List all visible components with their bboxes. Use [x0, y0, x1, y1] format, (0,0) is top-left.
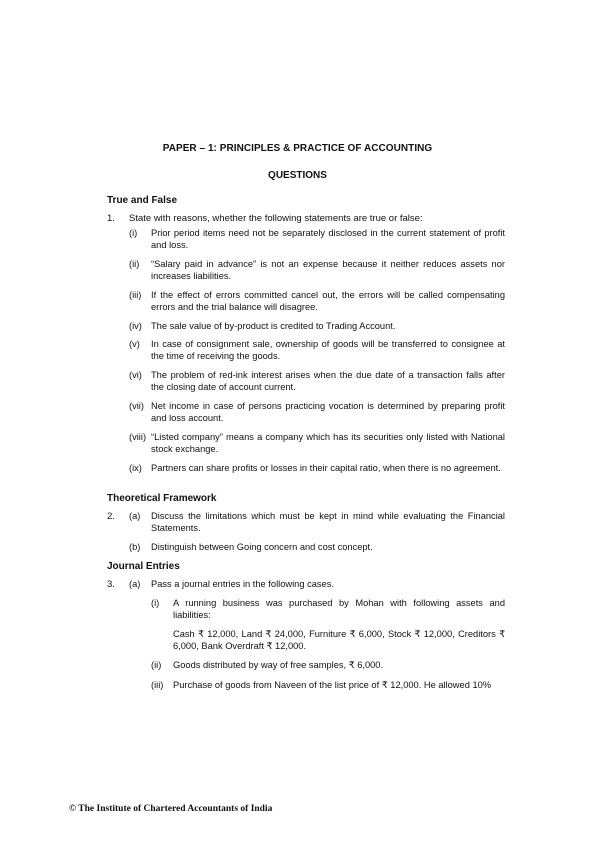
- question-number-2: 2.: [107, 511, 115, 522]
- item-text: Net income in case of persons practicing vocation is determined by preparing profit and loss account.: [151, 401, 505, 423]
- item-number: (ii): [151, 660, 162, 670]
- item-text: “Salary paid in advance” is not an expense because it neither reduces assets nor increases liabilities.: [151, 259, 505, 281]
- item-number: (vii): [129, 401, 144, 411]
- item-number: (ix): [129, 463, 142, 473]
- item-text: Prior period items need not be separately disclosed in the current statement of profit and loss.: [151, 228, 505, 250]
- item-number: (iii): [151, 680, 164, 690]
- questions-heading: QUESTIONS: [268, 170, 327, 181]
- item-number: (vi): [129, 370, 142, 380]
- question-number-1: 1.: [107, 213, 115, 224]
- item-text: Distinguish between Going concern and cost concept.: [151, 542, 373, 552]
- question-number-3: 3.: [107, 579, 115, 590]
- item-number: (iii): [129, 290, 142, 300]
- item-text: A running business was purchased by Mohan with following assets and liabilities:: [173, 598, 505, 620]
- item-text: Partners can share profits or losses in their capital ratio, when there is no agreement.: [151, 463, 501, 473]
- question-1-text: State with reasons, whether the following statements are true or false:: [129, 213, 423, 224]
- item-text: The sale value of by-product is credited to Trading Account.: [151, 321, 396, 331]
- item-number: (b): [129, 542, 141, 552]
- item-text: Purchase of goods from Naveen of the list price of ₹ 12,000. He allowed 10%: [173, 680, 492, 690]
- section-heading-journal-entries: Journal Entries: [107, 561, 180, 572]
- item-number: (a): [129, 579, 141, 589]
- item-text: Discuss the limitations which must be kept in mind while evaluating the Financial Statements.: [151, 511, 505, 533]
- copyright-footer: © The Institute of Chartered Accountants of India: [69, 804, 273, 814]
- item-number: (a): [129, 511, 141, 521]
- item-text: In case of consignment sale, ownership of goods will be transferred to consignee at the time of receiving the goods.: [151, 339, 505, 361]
- section-heading-true-false: True and False: [107, 195, 178, 206]
- item-text: Goods distributed by way of free samples, ₹ 6,000.: [173, 660, 384, 670]
- item-number: (i): [151, 598, 160, 608]
- item-number: (v): [129, 339, 140, 349]
- section-heading-theoretical-framework: Theoretical Framework: [107, 493, 217, 504]
- assets-liabilities-line: Cash ₹ 12,000, Land ₹ 24,000, Furniture ₹ 6,000, Stock ₹ 12,000, Creditors ₹ 6,000, Bank Overdraft ₹ 12,000.: [173, 629, 505, 651]
- item-text: Pass a journal entries in the following cases.: [151, 579, 334, 589]
- item-number: (iv): [129, 321, 142, 331]
- item-number: (viii): [129, 432, 147, 442]
- item-number: (i): [129, 228, 138, 238]
- item-text: If the effect of errors committed cancel out, the errors will be called compensating errors and the trial balance will disagree.: [151, 290, 505, 312]
- item-number: (ii): [129, 259, 140, 269]
- paper-title: PAPER – 1: PRINCIPLES & PRACTICE OF ACCOUNTING: [162, 143, 433, 154]
- item-text: The problem of red-ink interest arises when the due date of a transaction falls after the closing date of account current.: [151, 370, 505, 392]
- item-text: “Listed company” means a company which has its securities only listed with National stock exchange.: [151, 432, 505, 454]
